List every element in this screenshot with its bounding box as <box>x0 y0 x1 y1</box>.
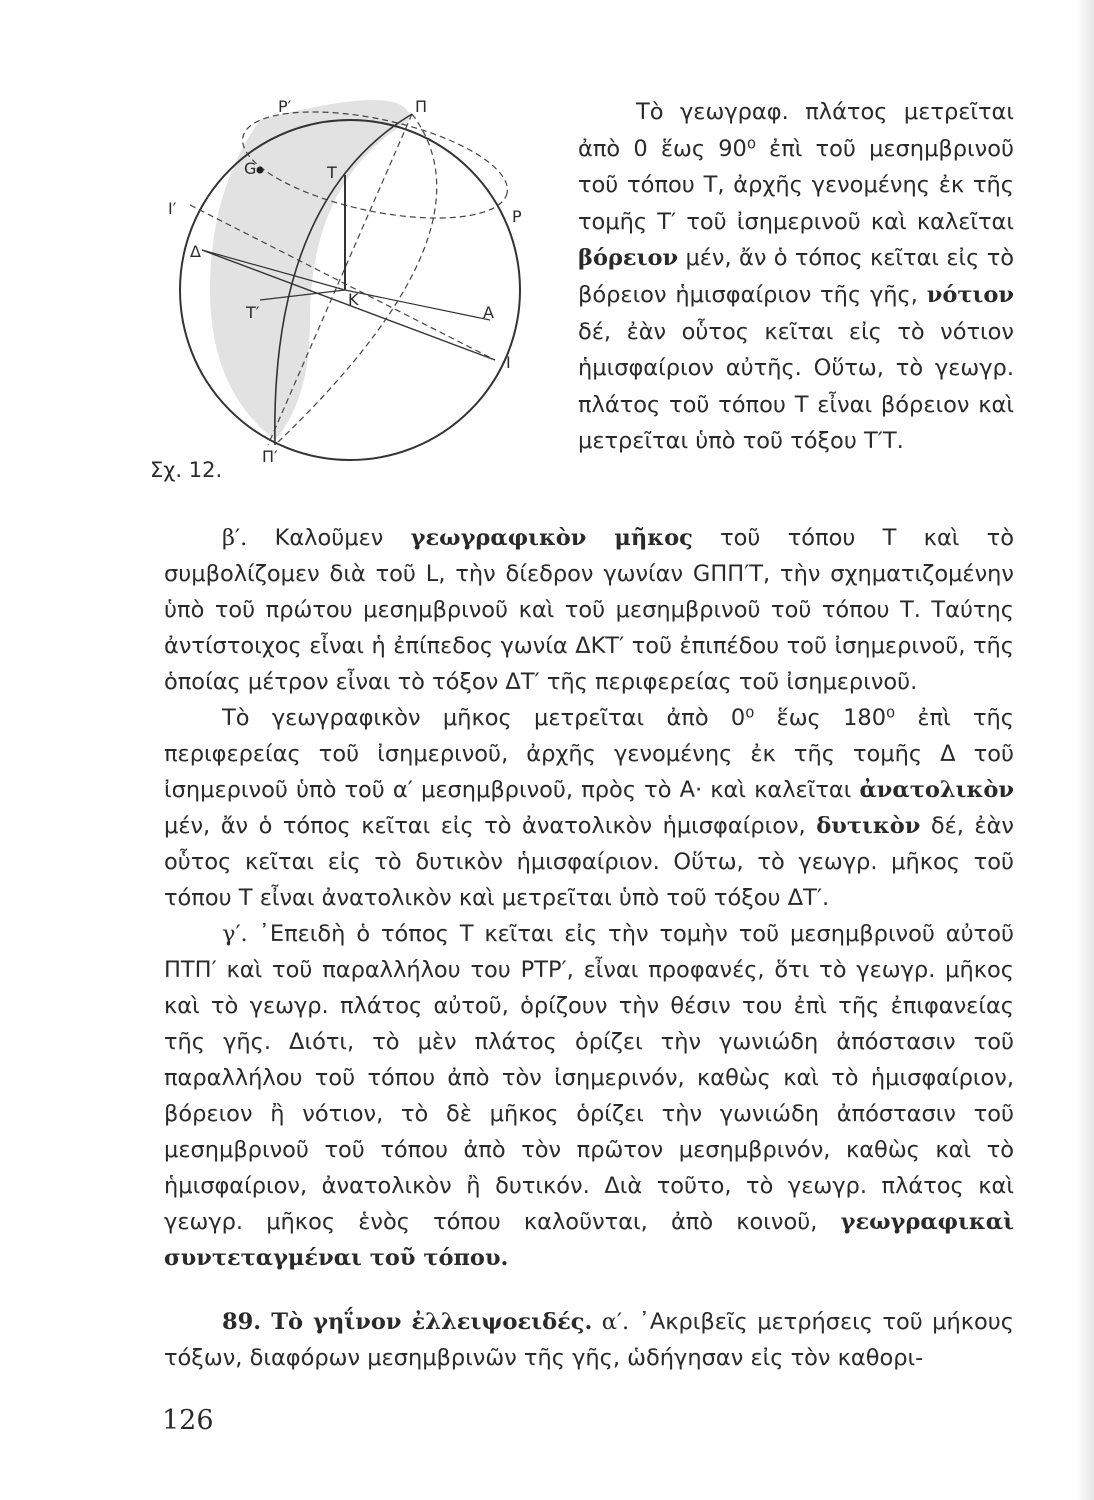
gamma-text-1: ᾿Επειδὴ ὁ τόπος Τ κεῖται εἰς τὴν τομὴν τοῦ μεσημβρινοῦ αὐτοῦ ΠΤΠ′ καὶ τοῦ παραλλήλου του ΡΤΡ′, εἶναι προφανές, ὅτι τὸ γεωγρ. μῆκος καὶ τὸ γεωγρ. πλάτος αὐτοῦ, ὁρίζουν τὴν θέσιν του ἐπὶ τῆς ἐπιφανείας τῆς γῆς. Διότι, τὸ μὲν πλάτος ὁρίζει τὴν γωνιώδη ἀπόστασιν τοῦ παραλλήλου τοῦ τόπου ἀπὸ τὸν ἰσημερινόν, καθὼς καὶ τὸ ἡμισφαίριον, βόρειον ἢ νότιον, τὸ δὲ μῆκος ὁρίζει τὴν γωνιώδη ἀπόστασιν τοῦ μεσημβρινοῦ τοῦ τόπου ἀπὸ τὸν πρῶτον μεσημβρινόν, καθὼς καὶ τὸ ἡμισφαίριον, ἀνατολικὸν ἢ δυτικόν. Διὰ τοῦτο, τὸ γεωγρ. πλάτος καὶ γεωγρ. μῆκος ἑνὸς τόπου καλοῦνται, ἀπὸ κοινοῦ, <box>164 921 1014 1235</box>
label-k: K <box>348 290 359 309</box>
longitude-text-1: Τὸ γεωγραφικὸν μῆκος μετρεῖται ἀπὸ 0⁰ ἕως 180⁰ ἐπὶ τῆς περιφερείας τοῦ ἰσημερινοῦ, ἀρχῆς γενομένης ἐκ τῆς τομῆς Δ τοῦ ἰσημερινοῦ ὑπὸ τοῦ α′ μεσημβρινοῦ, πρὸς τὸ Α· καὶ καλεῖται <box>164 705 1014 803</box>
bold-south: νότιον <box>926 281 1014 308</box>
beta-text-1: Καλοῦμεν <box>247 525 411 551</box>
label-p-prime: P′ <box>278 97 292 116</box>
main-column <box>164 520 1014 1276</box>
label-t-lower: T′ <box>246 303 260 322</box>
latitude-text-1: Τὸ γεωγραφ. πλάτος μετρεῖται ἀπὸ 0 ἕως 90⁰ ἐπὶ τοῦ μεσημβρινοῦ τοῦ τόπου Τ, ἀρχῆς γενομένης ἐκ τῆς τομῆς Τ′ τοῦ ἰσημερινοῦ καὶ καλεῖται <box>578 99 1014 235</box>
label-p-right: P <box>512 207 522 226</box>
section-89-paragraph <box>164 1304 1014 1376</box>
bold-east: ἀνατολικὸν <box>859 777 1014 803</box>
bold-north: βόρειον <box>578 245 679 272</box>
alpha-marker: α′. <box>592 1309 630 1335</box>
figure-caption: Σχ. 12. <box>150 458 223 482</box>
label-pi: Π <box>415 97 428 116</box>
globe-figure <box>150 90 550 490</box>
section-heading: 89. Τὸ γηΐνον ἐλλειψοειδές. <box>222 1309 593 1335</box>
latitude-paragraph <box>578 94 1014 460</box>
label-i: I <box>506 353 511 372</box>
bold-west: δυτικὸν <box>816 813 921 839</box>
label-i-prime: I′ <box>168 199 177 218</box>
label-pi-prime: Π′ <box>262 447 278 466</box>
latitude-text-3: δέ, ἐὰν οὗτος κεῖται εἰς τὸ νότιον ἡμισφαίριον αὐτῆς. Οὕτω, τὸ γεωγρ. πλάτος τοῦ τόπου Τ εἶναι βόρειον καὶ μετρεῖται ὑπὸ τοῦ τόξου Τ′Τ. <box>578 318 1014 455</box>
coordinates-paragraph <box>164 916 1014 1276</box>
section-89 <box>164 1304 1014 1376</box>
shaded-region <box>210 100 410 440</box>
bold-coordinates-term: γεωγραφικαὶ συντεταγμέναι τοῦ τόπου. <box>164 1209 1014 1271</box>
side-column <box>578 94 1014 460</box>
longitude-definition-paragraph <box>164 520 1014 700</box>
globe-diagram <box>150 90 550 490</box>
label-delta: Δ <box>190 242 201 261</box>
gamma-marker: γ′. <box>222 921 248 947</box>
radius-ka <box>345 290 490 320</box>
page-number: 126 <box>162 1405 214 1436</box>
label-a: A <box>483 303 494 322</box>
latitude-text-2: μέν, ἄν ὁ τόπος κεῖται εἰς τὸ βόρειον ἡμισφαίριον τῆς γῆς, <box>578 245 1014 308</box>
section-text: ᾿Ακριβεῖς μετρήσεις τοῦ μήκους τόξων, διαφόρων μεσημβρινῶν τῆς γῆς, ὡδήγησαν εἰς τὸν καθορι- <box>164 1309 1014 1371</box>
beta-marker: β′. <box>222 525 248 551</box>
bold-longitude-term: γεωγραφικὸν μῆκος <box>410 525 693 551</box>
beta-text-2: τοῦ τόπου Τ καὶ τὸ συμβολίζομεν διὰ τοῦ L, τὴν δίεδρον γωνίαν GΠΠ′Τ, τὴν σχηματιζομένην ὑπὸ τοῦ πρώτου μεσημβρινοῦ καὶ τοῦ μεσημβρινοῦ τοῦ τόπου Τ. Ταύτης ἀντίστοιχος εἶναι ἡ ἐπίπεδος γωνία ΔΚΤ′ τοῦ ἐπιπέδου τοῦ ἰσημερινοῦ, τῆς ὁποίας μέτρον εἶναι τὸ τόξον ΔΤ′ τῆς περιφερείας τοῦ ἰσημερινοῦ. <box>164 525 1014 695</box>
label-t-upper: T <box>327 163 337 182</box>
longitude-measure-paragraph <box>164 700 1014 916</box>
longitude-text-3: δέ, ἐὰν οὗτος κεῖται εἰς τὸ δυτικὸν ἡμισφαίριον. Οὕτω, τὸ γεωγρ. μῆκος τοῦ τόπου Τ εἶναι ἀνατολικὸν καὶ μετρεῖται ὑπὸ τοῦ τόξου ΔΤ′. <box>164 813 1014 911</box>
label-g: G <box>244 159 257 178</box>
page-edge-shadow <box>1076 0 1094 1500</box>
point-g <box>257 167 264 174</box>
longitude-text-2: μέν, ἄν ὁ τόπος κεῖται εἰς τὸ ἀνατολικὸν ἡμισφαίριον, <box>164 813 817 839</box>
